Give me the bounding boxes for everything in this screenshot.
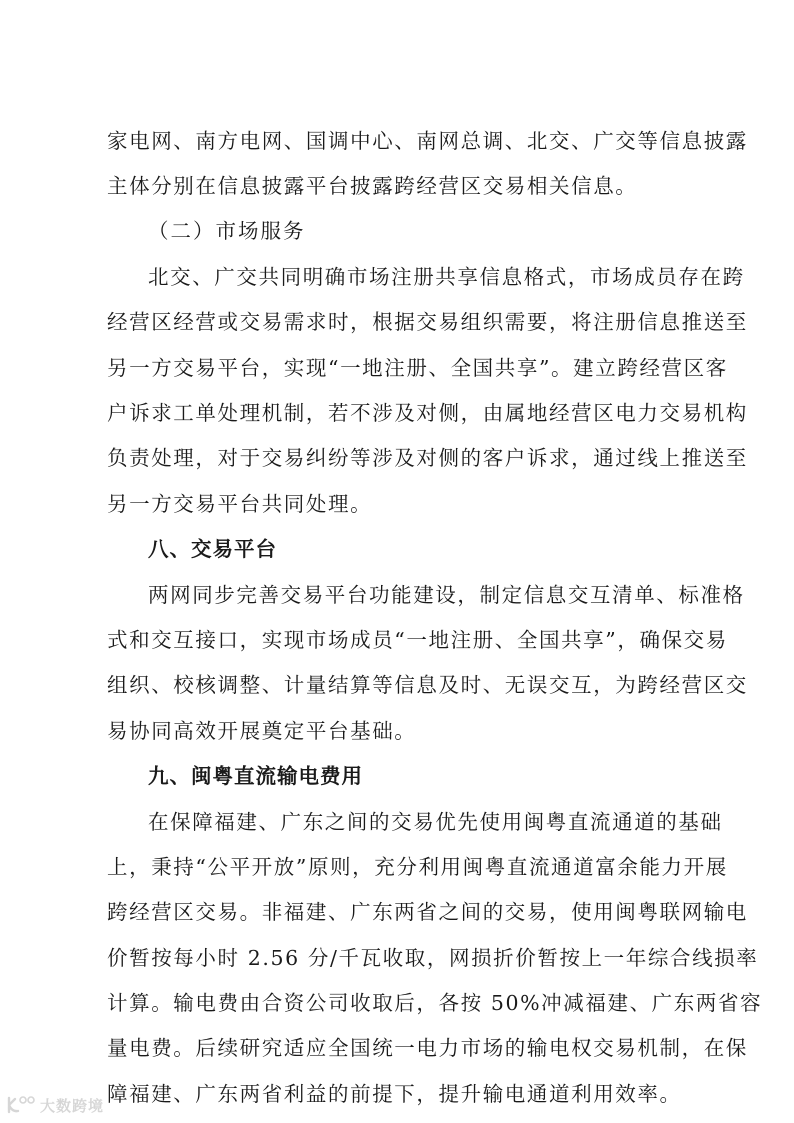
body-line: 跨经营区交易。非福建、广东两省之间的交易，使用闽粤联网输电 — [107, 900, 748, 924]
body-line: 计算。输电费由合资公司收取后，各按 50%冲减福建、广东两省容 — [107, 991, 763, 1015]
body-line: 两网同步完善交易平台功能建设，制定信息交互清单、标准格 — [148, 583, 745, 607]
section-heading-trading-platform: 八、交易平台 — [148, 537, 277, 561]
body-line: 北交、广交共同明确市场注册共享信息格式，市场成员存在跨 — [148, 265, 745, 289]
body-line: 价暂按每小时 2.56 分/千瓦收取，网损折价暂按上一年综合线损率 — [107, 946, 759, 970]
watermark — [6, 1094, 104, 1116]
body-line: 在保障福建、广东之间的交易优先使用闽粤直流通道的基础 — [148, 810, 723, 834]
body-line: 负责处理，对于交易纠纷等涉及对侧的客户诉求，通过线上推送至 — [107, 446, 748, 470]
body-line: 户诉求工单处理机制，若不涉及对侧，由属地经营区电力交易机构 — [107, 401, 748, 425]
body-line: 另一方交易平台，实现“一地注册、全国共享”。建立跨经营区客 — [107, 356, 728, 380]
body-line: 易协同高效开展奠定平台基础。 — [107, 719, 417, 743]
body-line: 主体分别在信息披露平台披露跨经营区交易相关信息。 — [107, 174, 638, 198]
brand-logo-icon — [6, 1095, 36, 1115]
body-line: 上，秉持“公平开放”原则，充分利用闽粤直流通道富余能力开展 — [107, 855, 728, 879]
body-line: 障福建、广东两省利益的前提下，提升输电通道利用效率。 — [107, 1082, 682, 1106]
section-heading-transmission-fee: 九、闽粤直流输电费用 — [148, 764, 363, 788]
body-line: 式和交互接口，实现市场成员“一地注册、全国共享”，确保交易 — [107, 628, 728, 652]
watermark-text: 大数跨境 — [40, 1096, 105, 1115]
body-line: 量电费。后续研究适应全国统一电力市场的输电权交易机制，在保 — [107, 1036, 748, 1060]
body-line: 家电网、南方电网、国调中心、南网总调、北交、广交等信息披露 — [107, 129, 748, 153]
body-line: 另一方交易平台共同处理。 — [107, 492, 373, 516]
subsection-heading-market-services: （二）市场服务 — [148, 219, 306, 243]
body-line: 组织、校核调整、计量结算等信息及时、无误交互，为跨经营区交 — [107, 673, 748, 697]
body-line: 经营区经营或交易需求时，根据交易组织需要，将注册信息推送至 — [107, 310, 748, 334]
